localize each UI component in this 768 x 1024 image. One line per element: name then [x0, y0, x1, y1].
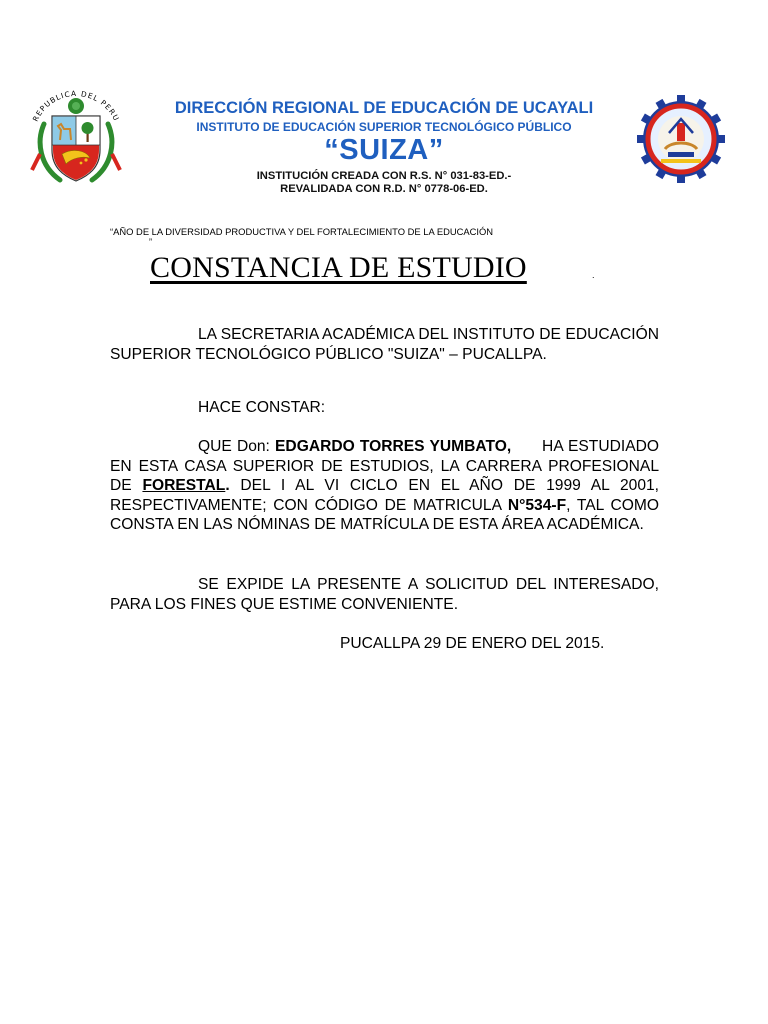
revalidation-resolution: REVALIDADA CON R.D. N° 0778-06-ED.	[280, 183, 488, 195]
issuance-text: SE EXPIDE LA PRESENTE A SOLICITUD DEL INTERESADO, PARA LOS FINES QUE ESTIME CONVENIENTE.	[110, 576, 659, 613]
year-motto: “AÑO DE LA DIVERSIDAD PRODUCTIVA Y DEL FORTALECIMIENTO DE LA EDUCACIÓN	[110, 226, 494, 237]
document-title: CONSTANCIA DE ESTUDIO	[150, 251, 527, 284]
body-paragraph-intro	[110, 325, 659, 364]
statement-text-2: HA ESTUDIADO EN ESTA CASA SUPERIOR DE ESTUDIOS, LA CARRERA PROFESIONAL DE	[110, 438, 659, 495]
student-name: EDGARDO TORRES YUMBATO,	[275, 438, 512, 455]
body-paragraph-statement	[110, 437, 659, 535]
enrollment-code: N°534-F	[507, 496, 567, 514]
body-paragraph-issuance	[110, 575, 659, 614]
body-paragraph-hace-constar: HACE CONSTAR:	[198, 399, 326, 416]
statement-text-3: DEL I AL VI CICLO EN EL AÑO DE 1999 AL 2001, RESPECTIVAMENTE; CON CÓDIGO DE MATRICULA	[110, 477, 660, 514]
place-and-date: PUCALLPA 29 DE ENERO DEL 2015.	[340, 635, 605, 652]
statement-text-4: , TAL COMO CONSTA EN LAS NÓMINAS DE MATRÍCULA DE ESTA ÁREA ACADÉMICA.	[110, 496, 659, 534]
career-name: FORESTAL	[142, 477, 226, 495]
intro-text: LA SECRETARIA ACADÉMICA DEL INSTITUTO DE EDUCACIÓN SUPERIOR TECNOLÓGICO PÚBLICO "SUIZA" – PUCALLPA.	[110, 326, 659, 363]
peru-coat-of-arms-icon	[26, 84, 126, 188]
year-motto-closing-quote: ”	[149, 237, 152, 247]
career-punctuation: .	[225, 477, 230, 495]
document-title-tail: .	[592, 270, 595, 280]
regional-direction-heading: DIRECCIÓN REGIONAL DE EDUCACIÓN DE UCAYALI	[174, 99, 594, 117]
institute-gear-seal-icon	[637, 95, 725, 183]
creation-resolution: INSTITUCIÓN CREADA CON R.S. N° 031-83-ED.-	[256, 170, 512, 182]
institute-name: “SUIZA”	[324, 134, 444, 166]
seal-ring-text: REPUBLICA DEL PERU	[30, 88, 122, 123]
statement-text-1: QUE Don:	[198, 438, 276, 455]
institute-heading: INSTITUTO DE EDUCACIÓN SUPERIOR TECNOLÓGICO PÚBLICO	[196, 120, 572, 134]
